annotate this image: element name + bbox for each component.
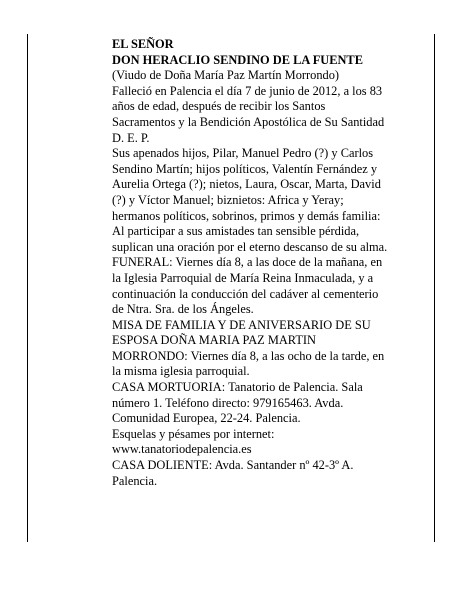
notice-line: D. E. P. bbox=[112, 130, 150, 145]
notice-line: de Ntra. Sra. de los Ángeles. bbox=[112, 302, 254, 317]
notice-line: Falleció en Palencia el día 7 de junio de 2012, a los 83 bbox=[112, 83, 383, 98]
notice-line: años de edad, después de recibir los Santos bbox=[112, 99, 326, 114]
notice-line: (?) y Víctor Manuel; biznietos: Africa y Yeray; bbox=[112, 192, 344, 207]
notice-line: FUNERAL: Viernes día 8, a las doce de la mañana, en bbox=[112, 255, 383, 270]
obituary-notice bbox=[112, 37, 434, 489]
notice-line: la misma iglesia parroquial. bbox=[112, 364, 250, 379]
notice-line: MORRONDO: Viernes día 8, a las ocho de la tarde, en bbox=[112, 348, 385, 363]
notice-line: Al participar a sus amistades tan sensible pérdida, bbox=[112, 224, 360, 239]
notice-line: continuación la conducción del cadáver al cementerio bbox=[112, 286, 379, 301]
notice-line: www.tanatoriodepalencia.es bbox=[112, 442, 252, 457]
notice-line: (Viudo de Doña María Paz Martín Morrondo) bbox=[112, 68, 340, 83]
notice-line: CASA DOLIENTE: Avda. Santander nº 42-3º A. bbox=[112, 458, 354, 473]
notice-line: ESPOSA DOÑA MARIA PAZ MARTIN bbox=[112, 333, 316, 348]
left-border-rule bbox=[27, 34, 28, 542]
notice-line: Palencia. bbox=[112, 473, 158, 488]
notice-line: MISA DE FAMILIA Y DE ANIVERSARIO DE SU bbox=[112, 317, 371, 332]
notice-line: hermanos políticos, sobrinos, primos y demás familia: bbox=[112, 208, 381, 223]
notice-line: Sacramentos y la Bendición Apostólica de Su Santidad bbox=[112, 114, 385, 129]
notice-line: la Iglesia Parroquial de María Reina Inmaculada, y a bbox=[112, 270, 374, 285]
notice-line: Aurelia Ortega (?); nietos, Laura, Oscar, Marta, David bbox=[112, 177, 381, 192]
notice-line: Comunidad Europea, 22-24. Palencia. bbox=[112, 411, 301, 426]
notice-heading-line: EL SEÑOR bbox=[112, 37, 174, 51]
notice-line: Esquelas y pésames por internet: bbox=[112, 426, 275, 441]
notice-line: Sus apenados hijos, Pilar, Manuel Pedro (?) y Carlos bbox=[112, 146, 374, 161]
right-border-rule bbox=[434, 34, 435, 542]
notice-line: número 1. Teléfono directo: 979165463. Avda. bbox=[112, 395, 344, 410]
notice-line: CASA MORTUORIA: Tanatorio de Palencia. Sala bbox=[112, 380, 363, 395]
notice-line: Sendino Martín; hijos políticos, Valentín Fernández y bbox=[112, 161, 378, 176]
deceased-name: DON HERACLIO SENDINO DE LA FUENTE bbox=[112, 52, 363, 67]
notice-line: suplican una oración por el eterno descanso de su alma. bbox=[112, 239, 388, 254]
